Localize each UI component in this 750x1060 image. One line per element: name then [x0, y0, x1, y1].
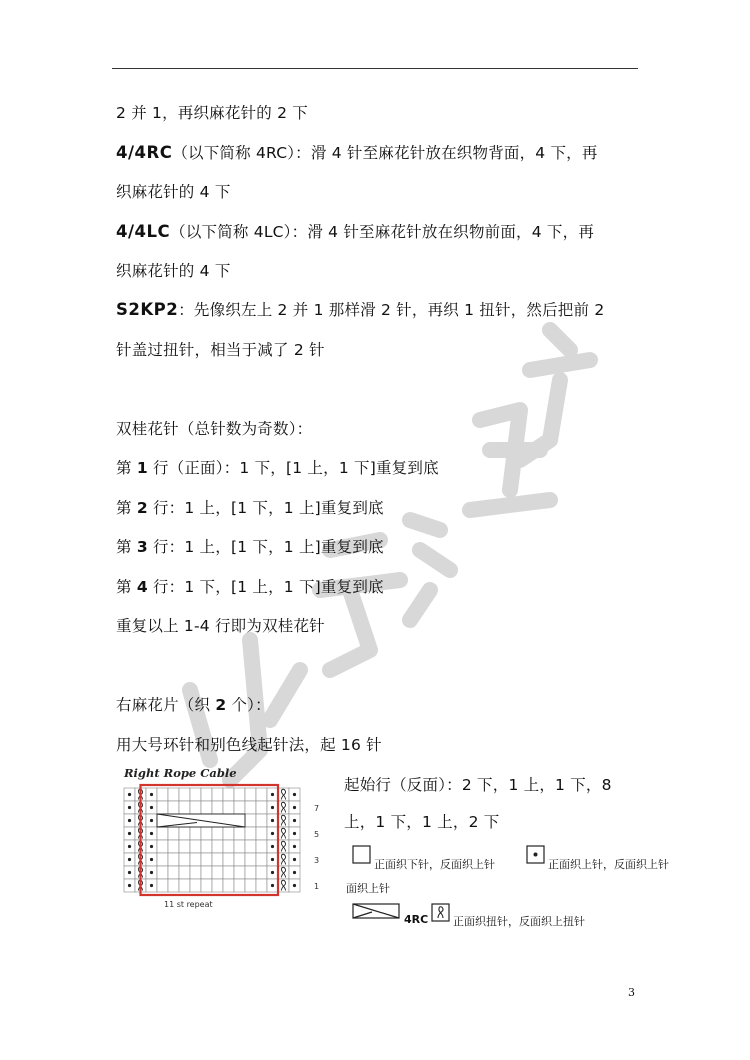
- purl-dot: [128, 793, 131, 796]
- purl-dot: [293, 832, 296, 835]
- text-line: [116, 733, 382, 755]
- chart-cell: [201, 788, 212, 801]
- chart-cell: [212, 827, 223, 840]
- chart-cell: [190, 827, 201, 840]
- purl-dot: [150, 858, 153, 861]
- chart-cell: [201, 827, 212, 840]
- chart-title: Right Rope Cable: [124, 766, 237, 780]
- chart-cell: [168, 788, 179, 801]
- text-segment: 4/4RC: [116, 143, 173, 162]
- purl-dot: [150, 806, 153, 809]
- chart-cell: [168, 879, 179, 892]
- text-line: [116, 259, 231, 281]
- text-segment: 第: [116, 459, 137, 477]
- chart-cell: [245, 840, 256, 853]
- chart-cell: [201, 840, 212, 853]
- purl-dot: [128, 819, 131, 822]
- text-line: [116, 693, 271, 715]
- chart-cell: [179, 866, 190, 879]
- row-number-3: 3: [314, 856, 320, 865]
- text-segment: 行：1 上，[1 下，1 上]重复到底: [147, 538, 384, 556]
- legend-4rc-code: 4RC: [404, 913, 429, 926]
- chart-cell: [179, 853, 190, 866]
- text-segment: 织麻花针的 4 下: [116, 183, 231, 201]
- text-segment: 第: [116, 499, 137, 517]
- chart-cell: [223, 788, 234, 801]
- chart-cell: [157, 866, 168, 879]
- chart-cell: [201, 866, 212, 879]
- text-line: [116, 575, 384, 597]
- purl-dot: [150, 819, 153, 822]
- cable-4rc-symbol-icon: [352, 903, 400, 919]
- purl-dot: [150, 884, 153, 887]
- chart-cell: [157, 788, 168, 801]
- purl-dot: [128, 858, 131, 861]
- header-rule: [112, 68, 638, 69]
- chart-cell: [223, 840, 234, 853]
- purl-dot: [293, 819, 296, 822]
- text-line: [116, 456, 439, 478]
- legend-purl-label: 正面织上针，反面织上针: [548, 858, 669, 871]
- chart-cell: [234, 853, 245, 866]
- text-segment: 双桂花针（总针数为奇数）：: [116, 420, 313, 438]
- chart-cell: [256, 866, 267, 879]
- text-line: [116, 496, 384, 518]
- text-segment: S2KP2: [116, 300, 179, 319]
- chart-cell: [256, 840, 267, 853]
- chart-cell: [234, 801, 245, 814]
- chart-cell: [190, 840, 201, 853]
- text-segment: 2: [136, 499, 148, 517]
- chart-cell: [190, 853, 201, 866]
- knit-symbol-icon: [352, 845, 372, 865]
- chart-cell: [234, 866, 245, 879]
- legend-twisted-label: 正面织扭针，反面织上扭针: [453, 915, 585, 928]
- chart-cell: [157, 840, 168, 853]
- purl-dot: [293, 858, 296, 861]
- text-segment: 个）：: [226, 696, 271, 714]
- chart-cell: [168, 866, 179, 879]
- text-segment: 2: [215, 696, 227, 714]
- chart-cell: [212, 801, 223, 814]
- chart-cell: [245, 788, 256, 801]
- chart-cell: [179, 788, 190, 801]
- chart-cell: [201, 853, 212, 866]
- chart-cell: [245, 879, 256, 892]
- purl-dot: [271, 845, 274, 848]
- setup-row-line-1: 起始行（反面）：2 下，1 上，1 下，8: [344, 776, 612, 794]
- purl-dot: [293, 806, 296, 809]
- chart-cell: [234, 827, 245, 840]
- chart-cell: [234, 788, 245, 801]
- text-line: [116, 417, 312, 439]
- purl-symbol-icon: [526, 845, 546, 865]
- purl-dot: [293, 884, 296, 887]
- repeat-label: 11 st repeat: [164, 900, 213, 909]
- chart-cell: [212, 866, 223, 879]
- chart-cell: [223, 879, 234, 892]
- purl-dot: [271, 871, 274, 874]
- purl-dot: [293, 845, 296, 848]
- purl-dot: [150, 845, 153, 848]
- chart-cell: [201, 801, 212, 814]
- chart-cell: [256, 801, 267, 814]
- text-segment: 第: [116, 538, 137, 556]
- chart-cell: [168, 827, 179, 840]
- text-segment: 4/4LC: [116, 222, 171, 241]
- text-segment: （以下简称 4LC）：滑 4 针至麻花针放在织物前面，4 下，再: [170, 223, 595, 241]
- chart-cell: [223, 853, 234, 866]
- chart-cell: [212, 840, 223, 853]
- chart-cell: [179, 879, 190, 892]
- chart-cell: [256, 788, 267, 801]
- chart-cell: [190, 788, 201, 801]
- chart-cell: [168, 840, 179, 853]
- text-line: [116, 535, 384, 557]
- chart-cell: [245, 866, 256, 879]
- chart-cell: [234, 879, 245, 892]
- purl-dot: [271, 884, 274, 887]
- text-segment: 第: [116, 578, 137, 596]
- text-line: [116, 614, 325, 636]
- legend-purl-label-cont: 面织上针: [346, 882, 390, 895]
- setup-row-line-2: 上，1 下，1 上，2 下: [344, 813, 500, 831]
- purl-dot: [150, 871, 153, 874]
- chart-cell: [245, 801, 256, 814]
- row-number-1: 1: [314, 882, 320, 891]
- chart-cell: [212, 853, 223, 866]
- row-number-5: 5: [314, 830, 320, 839]
- text-segment: ：先像织左上 2 并 1 那样滑 2 针，再织 1 扭针，然后把前 2: [178, 301, 605, 319]
- purl-dot: [293, 793, 296, 796]
- purl-dot: [271, 793, 274, 796]
- chart-cell: [223, 801, 234, 814]
- text-line: [116, 141, 598, 163]
- cable-chart: [116, 764, 328, 920]
- text-segment: 重复以上 1-4 行即为双桂花针: [116, 617, 325, 635]
- twisted-knit-symbol-icon: [431, 903, 451, 923]
- purl-dot: [128, 884, 131, 887]
- chart-cell: [201, 879, 212, 892]
- chart-cell: [179, 827, 190, 840]
- purl-dot: [128, 871, 131, 874]
- text-line: [116, 220, 594, 242]
- purl-dot: [128, 806, 131, 809]
- chart-cell: [256, 814, 267, 827]
- chart-cell: [168, 853, 179, 866]
- chart-cell: [212, 788, 223, 801]
- chart-cell: [256, 853, 267, 866]
- chart-grid: [116, 780, 316, 900]
- row-number-7: 7: [314, 804, 320, 813]
- chart-cell: [223, 827, 234, 840]
- purl-dot: [271, 806, 274, 809]
- purl-dot: [271, 832, 274, 835]
- purl-dot: [150, 793, 153, 796]
- chart-cell: [245, 853, 256, 866]
- chart-cell: [190, 879, 201, 892]
- chart-cell: [157, 879, 168, 892]
- purl-dot: [150, 832, 153, 835]
- chart-cell: [190, 801, 201, 814]
- text-segment: 2 并 1，再织麻花针的 2 下: [116, 104, 308, 122]
- page-number: 3: [628, 986, 635, 999]
- text-segment: 织麻花针的 4 下: [116, 262, 231, 280]
- chart-cell: [245, 827, 256, 840]
- text-line: [116, 298, 604, 320]
- chart-cell: [179, 801, 190, 814]
- purl-dot: [271, 858, 274, 861]
- text-line: [116, 101, 308, 123]
- chart-cell: [157, 827, 168, 840]
- text-line: [116, 180, 231, 202]
- chart-cell: [179, 840, 190, 853]
- text-segment: （以下简称 4RC）：滑 4 针至麻花针放在织物背面，4 下，再: [172, 144, 598, 162]
- chart-cell: [245, 814, 256, 827]
- text-segment: 行：1 上，[1 下，1 上]重复到底: [147, 499, 384, 517]
- chart-cell: [256, 879, 267, 892]
- chart-cell: [157, 853, 168, 866]
- chart-cell: [212, 879, 223, 892]
- chart-cell: [234, 840, 245, 853]
- text-segment: 3: [136, 538, 148, 556]
- legend-knit-label: 正面织下针，反面织上针: [374, 858, 495, 871]
- text-segment: 4: [136, 578, 148, 596]
- text-segment: 针盖过扭针，相当于减了 2 针: [116, 341, 325, 359]
- text-segment: 1: [136, 459, 148, 477]
- chart-cell: [223, 866, 234, 879]
- text-line: [116, 338, 325, 360]
- chart-cell: [157, 801, 168, 814]
- purl-dot: [128, 832, 131, 835]
- text-segment: 行：1 下，[1 上，1 下]重复到底: [147, 578, 384, 596]
- purl-dot: [128, 845, 131, 848]
- text-segment: 右麻花片（织: [116, 696, 216, 714]
- chart-cell: [256, 827, 267, 840]
- chart-cell: [190, 866, 201, 879]
- purl-dot: [293, 871, 296, 874]
- purl-dot: [271, 819, 274, 822]
- chart-cell: [168, 801, 179, 814]
- text-segment: 行（正面）：1 下，[1 上，1 下]重复到底: [147, 459, 439, 477]
- text-segment: 用大号环针和别色线起针法，起 16 针: [116, 736, 382, 754]
